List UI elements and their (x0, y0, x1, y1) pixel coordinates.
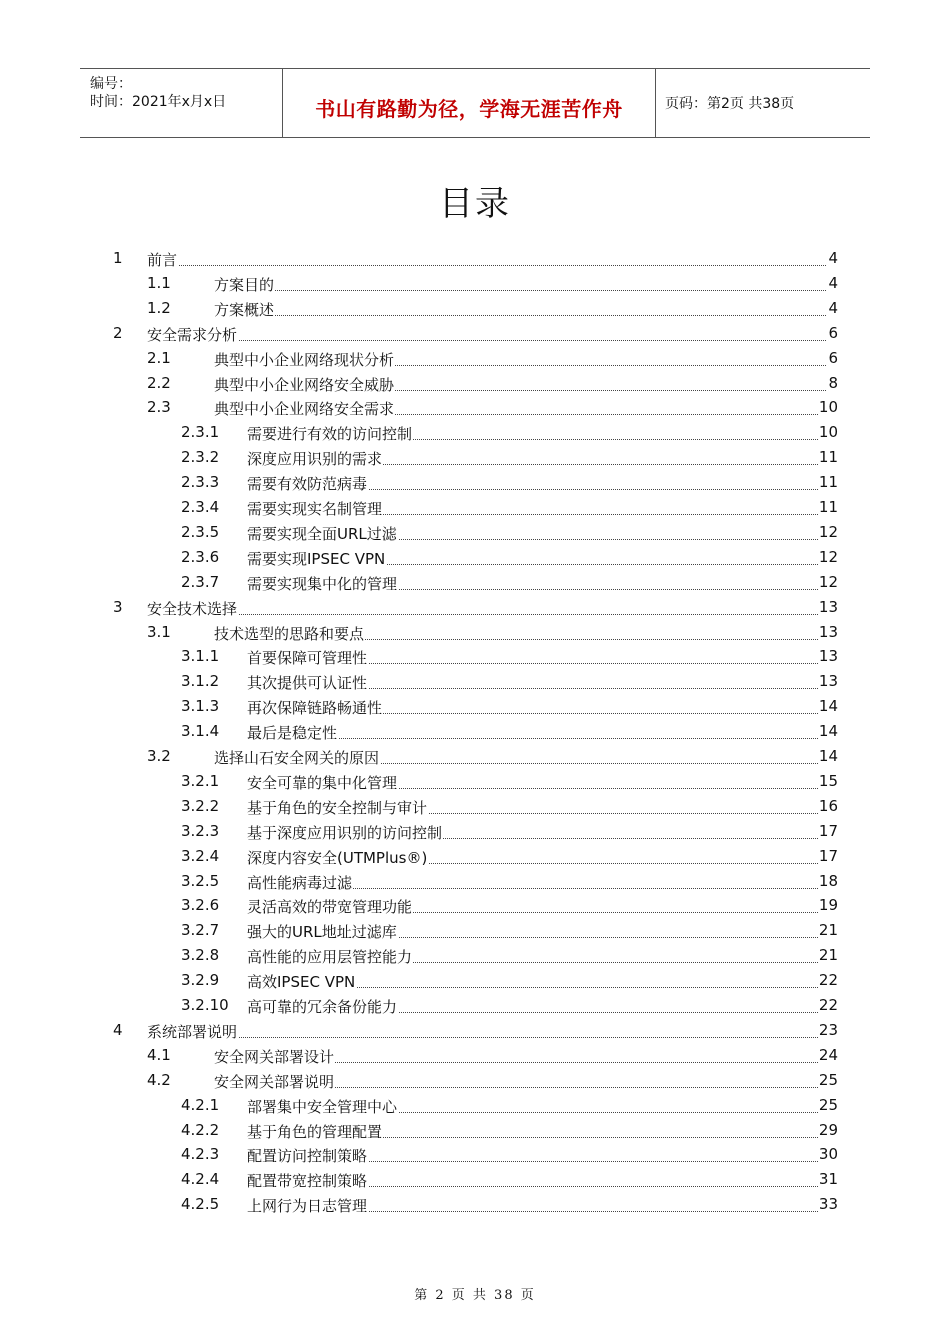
page-footer: 第 2 页 共 38 页 (414, 1288, 536, 1303)
toc-entry-number: 2.3 (147, 398, 171, 417)
toc-entry-number: 3.1.4 (181, 722, 220, 741)
toc-entry[interactable] (147, 273, 838, 298)
toc-entry[interactable] (147, 298, 838, 323)
toc-entry-title: 高性能病毒过滤 (247, 873, 353, 892)
toc-entry[interactable] (181, 472, 838, 497)
toc-entry-title: 方案目的 (214, 275, 275, 294)
toc-entry-number: 2 (113, 323, 123, 342)
toc-leader-dots (147, 1037, 838, 1038)
toc-entry-number: 3.2.10 (181, 996, 229, 1014)
toc-leader-dots (147, 265, 838, 266)
toc-entry-page: 17 (818, 846, 838, 865)
toc-entry-title: 安全网关部署设计 (214, 1047, 335, 1066)
toc-entry-number: 2.3.7 (181, 572, 220, 591)
toc-entry[interactable] (147, 746, 838, 771)
page-header (80, 68, 870, 138)
toc-entry-page: 25 (818, 1095, 838, 1114)
toc-entry-page: 13 (818, 647, 838, 666)
toc-entry[interactable] (181, 771, 838, 796)
toc-entry-title: 系统部署说明 (147, 1022, 238, 1041)
toc-leader-dots (214, 315, 838, 316)
toc-entry-page: 11 (818, 448, 838, 467)
toc-entry-number: 3.1 (147, 622, 171, 641)
toc-entry[interactable] (147, 348, 838, 373)
toc-entry-title: 需要实现全面URL过滤 (247, 524, 397, 543)
toc-entry-title: 技术选型的思路和要点 (214, 624, 365, 643)
toc-entry-title: 需要实现IPSEC VPN (247, 549, 386, 568)
header-page-cell (655, 69, 870, 137)
toc-entry-page: 21 (818, 946, 838, 965)
toc-entry[interactable] (181, 1194, 838, 1219)
toc-entry-number: 1 (113, 249, 123, 267)
toc-entry-page: 13 (818, 622, 838, 641)
toc-entry-title: 其次提供可认证性 (247, 674, 368, 693)
toc-entry[interactable] (181, 920, 838, 945)
toc-entry-number: 2.2 (147, 373, 171, 392)
toc-entry[interactable] (181, 1095, 838, 1120)
toc-entry-title: 再次保障链路畅通性 (247, 699, 383, 718)
toc-entry[interactable] (181, 497, 838, 522)
toc-entry-page: 24 (818, 1045, 838, 1064)
toc-entry-title: 高可靠的冗余备份能力 (247, 998, 398, 1016)
toc-entry[interactable] (181, 671, 838, 696)
header-motto-cell (282, 69, 656, 137)
toc-entry-title: 深度应用识别的需求 (247, 450, 383, 469)
toc-entry-page: 6 (828, 323, 838, 342)
toc-entry[interactable] (181, 422, 838, 447)
toc-entry-page: 22 (818, 971, 838, 990)
toc-entry-number: 4 (113, 1020, 123, 1039)
toc-entry[interactable] (181, 821, 838, 846)
toc-entry[interactable] (147, 397, 838, 422)
toc-entry-title: 安全需求分析 (147, 325, 238, 344)
toc-entry-title: 典型中小企业网络安全威胁 (214, 375, 395, 394)
page-title: 目录 (439, 184, 511, 224)
toc-entry-page: 11 (818, 498, 838, 516)
toc-entry[interactable] (181, 1144, 838, 1169)
toc-entry[interactable] (181, 447, 838, 472)
toc-entry-title: 需要有效防范病毒 (247, 475, 368, 494)
toc-entry[interactable] (181, 646, 838, 671)
toc-entry-page: 16 (818, 796, 838, 815)
toc-entry[interactable] (181, 970, 838, 995)
toc-entry-page: 12 (818, 547, 838, 566)
toc-entry[interactable] (181, 895, 838, 920)
toc-entry-number: 3.2 (147, 747, 171, 765)
toc-entry-number: 4.2.2 (181, 1120, 220, 1139)
toc-entry[interactable] (147, 1070, 838, 1095)
toc-entry[interactable] (147, 1045, 838, 1070)
toc-entry-title: 安全技术选择 (147, 599, 238, 618)
toc-entry-page: 15 (818, 771, 838, 790)
toc-entry-number: 3.2.3 (181, 821, 220, 840)
toc-entry-number: 3 (113, 597, 123, 616)
toc-entry-title: 典型中小企业网络现状分析 (214, 350, 395, 369)
toc-entry-title: 基于深度应用识别的访问控制 (247, 823, 443, 842)
toc-entry-number: 3.2.8 (181, 946, 220, 965)
toc-entry-title: 基于角色的安全控制与审计 (247, 798, 428, 817)
toc-entry-page: 13 (818, 597, 838, 616)
toc-entry[interactable] (147, 622, 838, 647)
toc-entry-number: 3.2.2 (181, 796, 220, 815)
toc-entry-page: 18 (818, 871, 838, 890)
toc-entry-page: 33 (818, 1195, 838, 1214)
toc-entry-page: 29 (818, 1120, 838, 1139)
toc-entry-page: 10 (818, 423, 838, 442)
toc-entry[interactable] (181, 796, 838, 821)
toc-entry[interactable] (181, 846, 838, 871)
toc-entry-page: 12 (818, 522, 838, 541)
doc-time-label: 时间：2021年x月x日 (90, 94, 227, 110)
toc-entry[interactable] (181, 572, 838, 597)
toc-entry-title: 需要实现集中化的管理 (247, 574, 398, 593)
toc-entry-page: 4 (828, 298, 838, 317)
toc-entry-title: 安全网关部署说明 (214, 1072, 335, 1091)
toc-entry-number: 3.2.4 (181, 846, 220, 865)
toc-entry-title: 高性能的应用层管控能力 (247, 948, 413, 967)
toc-entry-page: 17 (818, 821, 838, 840)
toc-entry-page: 11 (818, 473, 838, 492)
toc-entry-page: 14 (818, 697, 838, 716)
toc-entry-page: 25 (818, 1070, 838, 1089)
toc-entry-page: 21 (818, 921, 838, 940)
toc-entry-title: 需要进行有效的访问控制 (247, 425, 413, 444)
toc-entry-number: 4.1 (147, 1045, 171, 1064)
toc-entry-page: 23 (818, 1020, 838, 1039)
toc-entry-number: 4.2.4 (181, 1170, 220, 1189)
toc-entry-title: 配置带宽控制策略 (247, 1172, 368, 1191)
toc-entry-page: 14 (818, 747, 838, 765)
toc-entry-number: 4.2 (147, 1070, 171, 1089)
toc-entry-number: 4.2.1 (181, 1095, 220, 1114)
toc-entry-title: 需要实现实名制管理 (247, 500, 383, 518)
toc-entry[interactable] (181, 995, 838, 1020)
toc-entry-number: 3.1.2 (181, 672, 220, 691)
toc-entry-title: 深度内容安全(UTMPlus®) (247, 848, 428, 867)
toc-leader-dots (147, 614, 838, 615)
toc-entry-title: 安全可靠的集中化管理 (247, 773, 398, 792)
toc-entry-page: 4 (828, 249, 838, 267)
toc-leader-dots (147, 340, 838, 341)
toc-entry-number: 2.1 (147, 348, 171, 367)
toc-entry-number: 4.2.5 (181, 1195, 220, 1214)
toc-entry-title: 方案概述 (214, 300, 275, 319)
toc-entry-number: 3.2.5 (181, 871, 220, 890)
toc-entry-number: 2.3.1 (181, 423, 220, 442)
toc-entry-number: 2.3.5 (181, 522, 220, 541)
header-motto: 书山有路勤为径，学海无涯苦作舟 (315, 97, 623, 121)
toc-entry-page: 22 (818, 996, 838, 1014)
toc-entry[interactable] (181, 1169, 838, 1194)
toc-entry-number: 3.2.9 (181, 971, 220, 990)
toc-entry-page: 13 (818, 672, 838, 691)
toc-entry-number: 1.2 (147, 298, 171, 317)
toc-entry-title: 最后是稳定性 (247, 724, 338, 743)
toc-entry[interactable] (181, 871, 838, 896)
toc-entry-page: 12 (818, 572, 838, 591)
toc-entry[interactable] (181, 1120, 838, 1145)
toc-entry-page: 31 (818, 1170, 838, 1189)
toc-entry-page: 4 (828, 273, 838, 292)
toc-entry-title: 首要保障可管理性 (247, 649, 368, 668)
toc-entry-title: 配置访问控制策略 (247, 1147, 368, 1166)
toc-entry-number: 3.2.6 (181, 896, 220, 915)
toc-entry-number: 3.2.1 (181, 771, 220, 790)
toc-entry-title: 前言 (147, 251, 178, 269)
toc-entry-number: 2.3.3 (181, 473, 220, 492)
toc-entry-page: 19 (818, 896, 838, 915)
toc-entry[interactable] (181, 522, 838, 547)
toc-entry-number: 3.1.1 (181, 647, 220, 666)
toc-entry[interactable] (113, 1020, 838, 1045)
toc-entry-number: 2.3.4 (181, 498, 220, 516)
toc-entry-number: 3.2.7 (181, 921, 220, 940)
toc-entry[interactable] (181, 547, 838, 572)
toc-entry-number: 2.3.6 (181, 547, 220, 566)
toc-entry[interactable] (147, 373, 838, 398)
toc-entry-number: 1.1 (147, 273, 171, 292)
toc-entry[interactable] (181, 696, 838, 721)
toc-entry[interactable] (181, 721, 838, 746)
toc-entry-title: 部署集中安全管理中心 (247, 1097, 398, 1116)
toc-entry-page: 14 (818, 722, 838, 741)
toc-entry[interactable] (181, 945, 838, 970)
toc-entry-number: 2.3.2 (181, 448, 220, 467)
toc-entry-number: 3.1.3 (181, 697, 220, 716)
toc-entry-title: 上网行为日志管理 (247, 1197, 368, 1216)
toc-entry-page: 6 (828, 348, 838, 367)
toc-entry-title: 高效IPSEC VPN (247, 973, 356, 992)
toc-entry-page: 10 (818, 398, 838, 417)
doc-number-label: 编号： (90, 76, 132, 92)
toc-entry[interactable] (113, 597, 838, 622)
header-page-label: 页码：第2页 共38页 (665, 96, 795, 112)
toc-entry-title: 典型中小企业网络安全需求 (214, 400, 395, 419)
header-info-cell (80, 69, 282, 137)
toc-entry-page: 30 (818, 1145, 838, 1164)
toc-leader-dots (214, 290, 838, 291)
toc-entry-title: 基于角色的管理配置 (247, 1122, 383, 1141)
toc-entry[interactable] (113, 323, 838, 348)
toc-entry-page: 8 (828, 373, 838, 392)
toc-entry-title: 强大的URL地址过滤库 (247, 923, 397, 942)
toc-entry-title: 选择山石安全网关的原因 (214, 749, 380, 767)
toc-entry[interactable] (113, 248, 838, 273)
toc-entry-title: 灵活高效的带宽管理功能 (247, 898, 413, 917)
toc-entry-number: 4.2.3 (181, 1145, 220, 1164)
